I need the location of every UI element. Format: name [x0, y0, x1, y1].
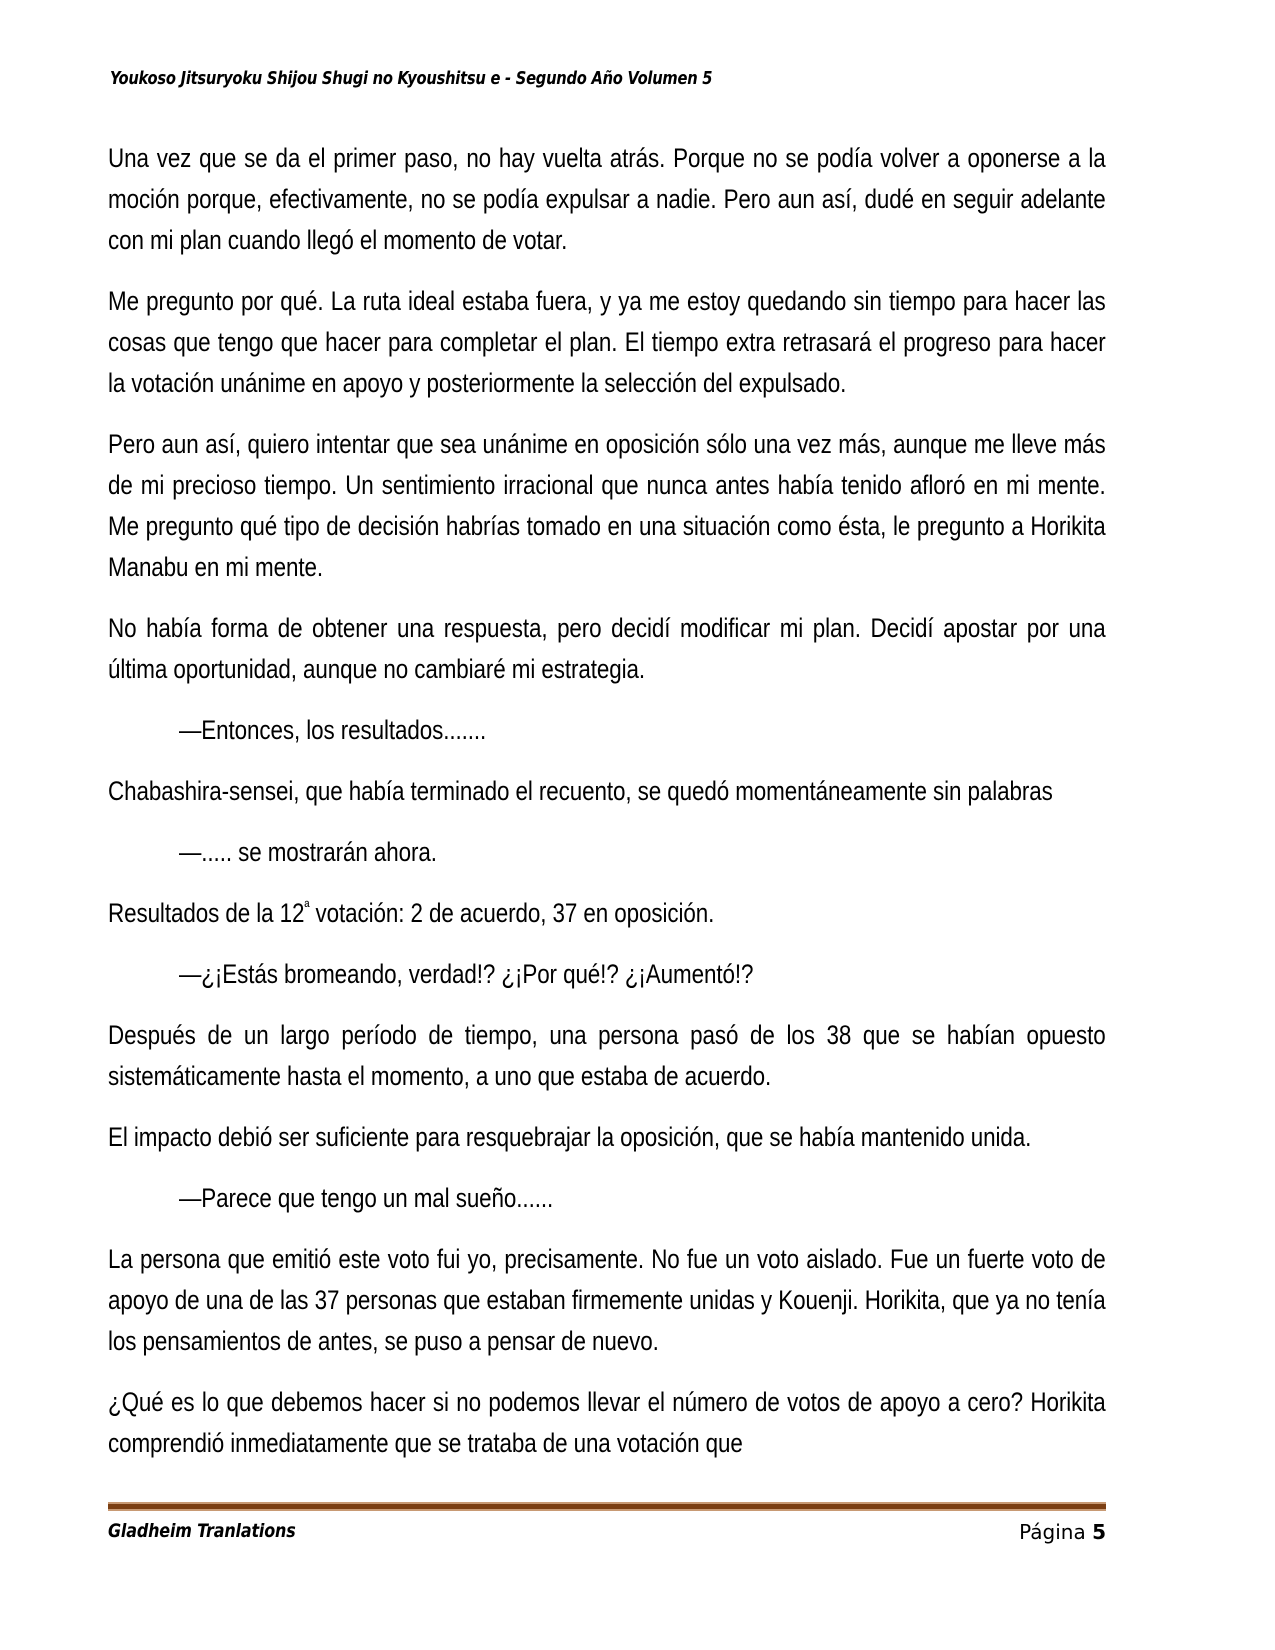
footer-page-number: 5: [1092, 1520, 1106, 1544]
footer-translator-credit: Gladheim Tranlations: [108, 1520, 296, 1542]
footer-divider: [108, 1502, 1106, 1511]
footer-page-indicator: [1019, 1519, 1106, 1545]
paragraph: Me pregunto por qué. La ruta ideal estaba fuera, y ya me estoy quedando sin tiempo para hacer las cosas que tengo que hacer para completar el plan. El tiempo extra retrasará el progreso para hacer la votación unánime en apoyo y posteriormente la selección del expulsado.: [108, 286, 1106, 398]
header-title: Youkoso Jitsuryoku Shijou Shugi no Kyoushitsu e - Segundo Año Volumen 5: [110, 69, 713, 89]
dialogue-line: —Parece que tengo un mal sueño......: [178, 1183, 554, 1213]
paragraph: El impacto debió ser suficiente para resquebrajar la oposición, que se había mantenido unida.: [108, 1122, 1032, 1152]
paragraph: La persona que emitió este voto fui yo, precisamente. No fue un voto aislado. Fue un fuerte voto de apoyo de una de las 37 personas que estaban firmemente unidas y Kouenji. Horikita, que ya no tenía los pensamientos de antes, se puso a pensar de nuevo.: [108, 1244, 1106, 1356]
paragraph: Una vez que se da el primer paso, no hay vuelta atrás. Porque no se podía volver a oponerse a la moción porque, efectivamente, no se podía expulsar a nadie. Pero aun así, dudé en seguir adelante con mi plan cuando llegó el momento de votar.: [108, 143, 1106, 255]
paragraph: Después de un largo período de tiempo, una persona pasó de los 38 que se habían opuesto sistemáticamente hasta el momento, a uno que estaba de acuerdo.: [108, 1020, 1106, 1091]
paragraph: Pero aun así, quiero intentar que sea unánime en oposición sólo una vez más, aunque me lleve más de mi precioso tiempo. Un sentimiento irracional que nunca antes había tenido afloró en mi mente. Me pregunto qué tipo de decisión habrías tomado en una situación como ésta, le pregunto a Horikita Manabu en mi mente.: [108, 429, 1106, 582]
vote-results-line: [108, 893, 1106, 934]
vote-results-prefix: Resultados de la 12: [108, 898, 305, 928]
vote-results-suffix: votación: 2 de acuerdo, 37 en oposición.: [309, 898, 715, 928]
dialogue-line: —Entonces, los resultados.......: [178, 715, 487, 745]
footer-page-label: Página: [1019, 1520, 1086, 1544]
paragraph: Chabashira-sensei, que había terminado el recuento, se quedó momentáneamente sin palabras: [108, 776, 1053, 806]
dialogue-line: —¿¡Estás bromeando, verdad!? ¿¡Por qué!? ¿¡Aumentó!?: [178, 959, 754, 989]
footer-divider-bottom-line: [108, 1509, 1106, 1511]
paragraph: No había forma de obtener una respuesta, pero decidí modificar mi plan. Decidí apostar por una última oportunidad, aunque no cambiaré mi estrategia.: [108, 613, 1106, 684]
page-header: [110, 68, 1110, 94]
ordinal-indicator: ª: [304, 898, 310, 917]
paragraph: ¿Qué es lo que debemos hacer si no podemos llevar el número de votos de apoyo a cero? Horikita comprendió inmediatamente que se trataba de una votación que: [108, 1387, 1106, 1458]
document-body: [108, 138, 1106, 1484]
dialogue-line: —..... se mostrarán ahora.: [178, 837, 437, 867]
page-footer: [108, 1518, 1106, 1558]
